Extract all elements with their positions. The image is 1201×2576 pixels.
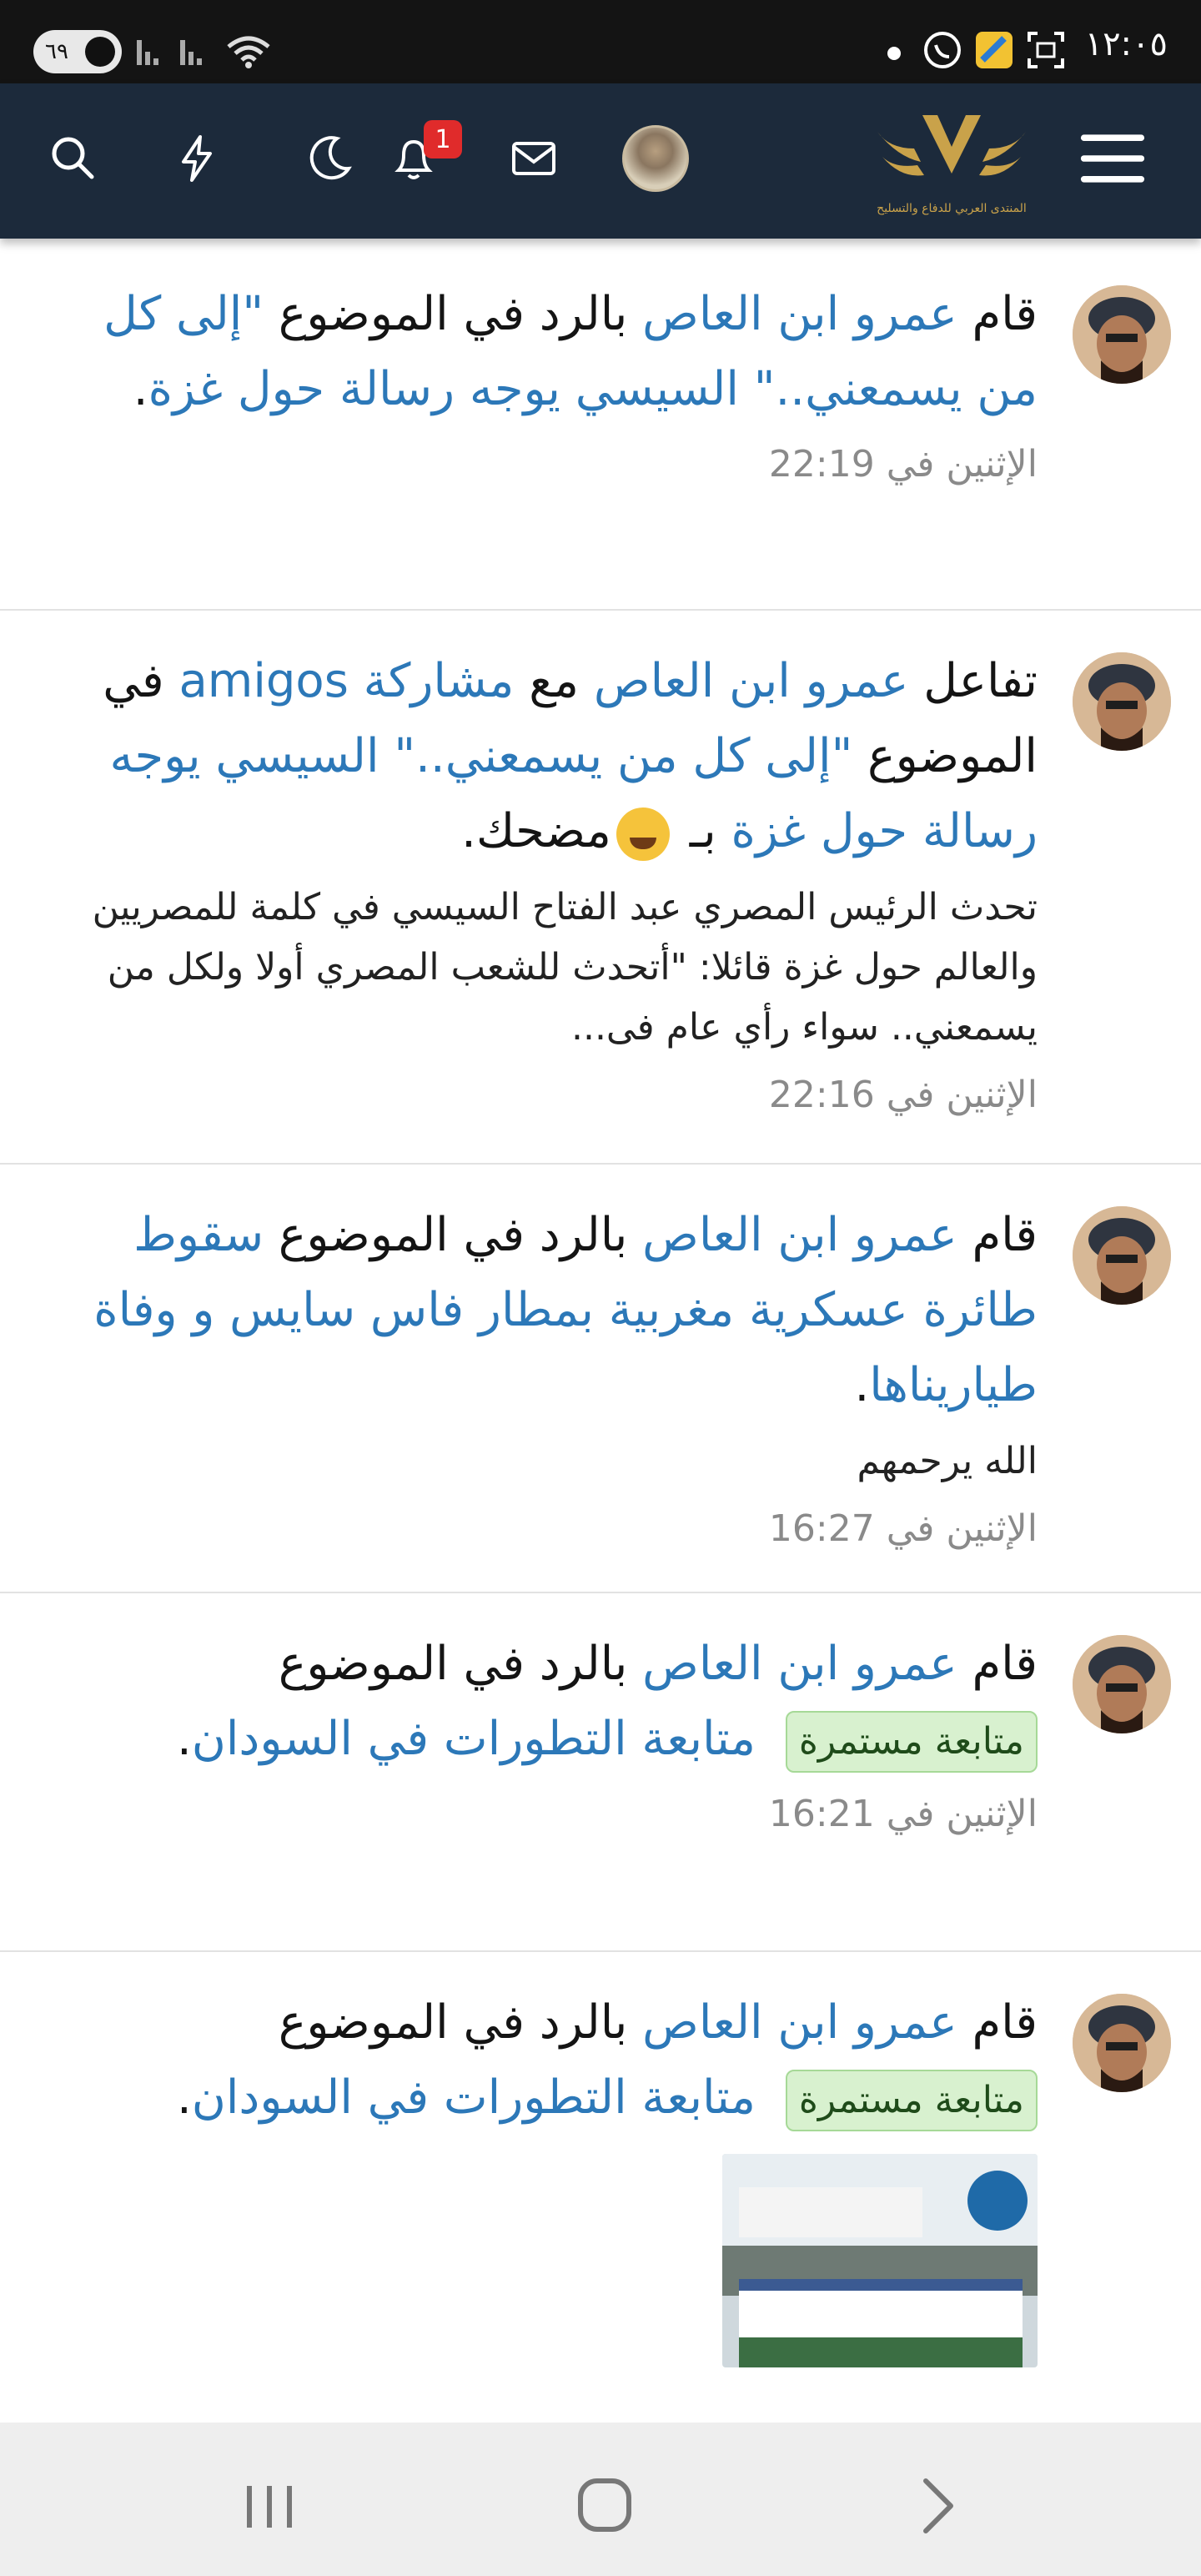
avatar-image — [1073, 1635, 1171, 1733]
action-prefix: قام — [972, 1995, 1038, 2050]
menu-icon — [1079, 128, 1146, 189]
feed-item — [0, 1952, 1201, 2453]
action-text: بالرد في الموضوع — [278, 1995, 628, 2050]
timestamp[interactable]: الإثنين في 16:21 — [768, 1793, 1038, 1835]
by-text: بـ — [689, 804, 716, 858]
activity-feed — [0, 244, 1201, 2453]
signal-icon — [133, 33, 170, 70]
signal-2-icon — [177, 33, 214, 70]
action-prefix: قام — [972, 1208, 1038, 1262]
sentence-end: . — [176, 2070, 192, 2125]
action-prefix: تفاعل — [923, 654, 1038, 708]
thread-link[interactable]: سقوط طائرة عسكرية مغربية بمطار فاس سايس و وفاة طياريناها — [93, 1208, 1038, 1412]
user-avatar[interactable] — [1073, 1635, 1171, 1733]
sentence-end: . — [133, 362, 148, 416]
screenshot-icon — [1024, 28, 1068, 72]
system-navigation-bar — [0, 2423, 1201, 2576]
back-button[interactable] — [901, 2473, 976, 2539]
logo-text: المنتدى العربي للدفاع والتسليح — [877, 202, 1027, 215]
thread-link[interactable]: متابعة التطورات في السودان — [191, 2070, 756, 2125]
with-text: مع — [529, 654, 580, 708]
user-link[interactable]: عمرو ابن العاص — [642, 1995, 957, 2050]
thread-link[interactable]: "إلى كل من يسمعني.." السيسي يوجه رسالة حول غزة — [109, 729, 1038, 858]
action-prefix: قام — [972, 1637, 1038, 1691]
avatar-image — [1073, 1994, 1171, 2092]
avatar-image — [1073, 1206, 1171, 1305]
notification-badge: 1 — [424, 120, 462, 158]
thread-link[interactable]: متابعة التطورات في السودان — [191, 1712, 756, 1766]
whats-new-button[interactable] — [163, 125, 230, 192]
timestamp[interactable]: الإثنين في 16:27 — [768, 1507, 1038, 1550]
laugh-emoji-icon — [616, 808, 670, 861]
user-avatar[interactable] — [1073, 652, 1171, 751]
user-avatar[interactable] — [1073, 285, 1171, 384]
search-icon — [47, 132, 100, 185]
home-button[interactable] — [567, 2473, 642, 2539]
account-button[interactable] — [622, 125, 689, 192]
battery-indicator — [33, 30, 122, 73]
user-link[interactable]: عمرو ابن العاص — [642, 1208, 957, 1262]
avatar-image — [1073, 285, 1171, 384]
site-logo[interactable] — [872, 98, 1031, 224]
action-text: بالرد في الموضوع — [278, 1208, 628, 1262]
user-link[interactable]: عمرو ابن العاص — [593, 654, 909, 708]
thread-link[interactable]: "إلى كل من يسمعني.." السيسي يوجه رسالة حول غزة — [103, 287, 1038, 416]
action-text: بالرد في الموضوع — [278, 1637, 628, 1691]
action-prefix: قام — [972, 287, 1038, 341]
sentence-end: . — [854, 1358, 870, 1412]
in-topic-text: في الموضوع — [103, 654, 1038, 783]
sentence-end: . — [176, 1712, 192, 1766]
moon-icon — [302, 132, 355, 185]
clock: ١٢:٠٥ — [1084, 25, 1168, 63]
post-snippet[interactable]: تحدث الرئيس المصري عبد الفتاح السيسي في كلمة للمصريين والعالم حول غزة قائلا: "أتحدث للشعب المصري أولا ولكل من يسمعني.. سواء رأي عام فى... — [92, 886, 1038, 1049]
avatar — [622, 125, 689, 192]
attachment-image — [722, 2154, 1038, 2367]
wifi-icon — [224, 33, 274, 70]
whatsapp-icon — [921, 28, 964, 72]
messages-button[interactable] — [500, 125, 567, 192]
recent-apps-button[interactable] — [232, 2473, 307, 2539]
thread-prefix-tag[interactable]: متابعة مستمرة — [786, 2070, 1038, 2131]
user-link[interactable]: عمرو ابن العاص — [642, 287, 957, 341]
logo-emblem — [872, 98, 1031, 199]
search-button[interactable] — [40, 125, 107, 192]
avatar-image — [1073, 652, 1171, 751]
user-avatar[interactable] — [1073, 1994, 1171, 2092]
post-snippet[interactable]: الله يرحمهم — [857, 1440, 1038, 1482]
feed-item — [0, 1593, 1201, 1952]
dark-mode-toggle[interactable] — [295, 125, 362, 192]
status-bar — [0, 0, 1201, 83]
timestamp[interactable]: الإثنين في 22:16 — [768, 1074, 1038, 1116]
app-header — [0, 83, 1201, 239]
lightning-icon — [170, 132, 224, 185]
notification-dot — [887, 47, 901, 60]
post-link[interactable]: مشاركة amigos — [178, 654, 515, 708]
thread-prefix-tag[interactable]: متابعة مستمرة — [786, 1711, 1038, 1773]
user-avatar[interactable] — [1073, 1206, 1171, 1305]
mail-icon — [507, 132, 560, 185]
sentence-end: . — [461, 804, 476, 858]
feed-item — [0, 611, 1201, 1165]
app-icon — [972, 28, 1016, 72]
feed-item — [0, 1165, 1201, 1593]
menu-button[interactable] — [1079, 125, 1146, 192]
battery-saver-icon — [85, 37, 115, 67]
reaction-label: مضحك — [475, 804, 611, 858]
feed-item — [0, 244, 1201, 611]
action-text: بالرد في الموضوع — [278, 287, 628, 341]
timestamp[interactable]: الإثنين في 22:19 — [768, 443, 1038, 486]
attachment-thumbnail[interactable] — [722, 2154, 1038, 2367]
battery-level: ٦٩ — [45, 39, 68, 64]
user-link[interactable]: عمرو ابن العاص — [642, 1637, 957, 1691]
